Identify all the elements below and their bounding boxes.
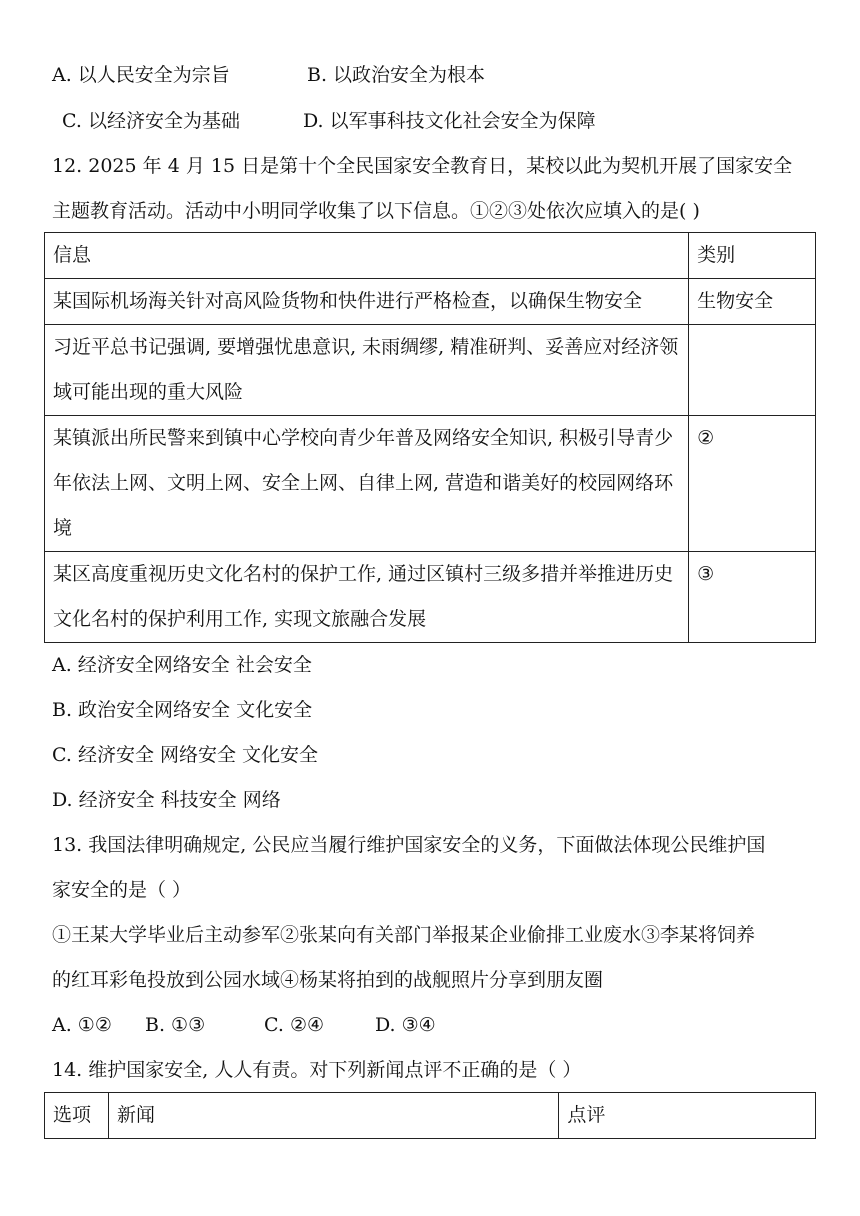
q13-option-b: B. ①③ [145,1014,206,1036]
q13-option-a: A. ①② [52,1014,112,1036]
row-3-category: ② [689,416,816,552]
q13-items-line-2: 的红耳彩龟投放到公园水域④杨某将拍到的战舰照片分享到朋友圈 [52,969,604,991]
table-row [45,279,816,325]
table-row [45,552,816,643]
row-3-info: 某镇派出所民警来到镇中心学校向青少年普及网络安全知识, 积极引导青少年依法上网、文明上网、安全上网、自律上网, 营造和谐美好的校园网络环境 [45,416,689,552]
q11-option-d: D. 以军事科技文化社会安全为保障 [303,110,596,132]
row-2-info: 习近平总书记强调, 要增强忧患意识, 未雨绸缪, 精准研判、妥善应对经济领域可能出现的重大风险 [45,325,689,416]
q12-option-b: B. 政治安全网络安全 文化安全 [52,699,313,721]
q12-option-d: D. 经济安全 科技安全 网络 [52,789,281,811]
row-1-info: 某国际机场海关针对高风险货物和快件进行严格检查，以确保生物安全 [45,279,689,325]
q12-stem-line-1: 12. 2025 年 4 月 15 日是第十个全民国家安全教育日，某校以此为契机开展了国家安全 [52,155,793,177]
row-4-category: ③ [689,552,816,643]
table-row [45,325,816,416]
q11-option-a: A. 以人民安全为宗旨 [52,64,230,86]
q12-option-a: A. 经济安全网络安全 社会安全 [52,654,312,676]
q13-option-d: D. ③④ [375,1014,436,1036]
q14-stem: 14. 维护国家安全, 人人有责。对下列新闻点评不正确的是（ ） [52,1059,582,1081]
header-comment: 点评 [559,1093,816,1139]
q12-stem-line-2: 主题教育活动。活动中小明同学收集了以下信息。①②③处依次应填入的是( ) [52,200,700,222]
table-header-row [45,233,816,279]
q14-news-table [44,1092,816,1139]
row-4-info: 某区高度重视历史文化名村的保护工作, 通过区镇村三级多措并举推进历史文化名村的保护利用工作, 实现文旅融合发展 [45,552,689,643]
table-header-row [45,1093,816,1139]
table-row [45,416,816,552]
q13-items-line-1: ①王某大学毕业后主动参军②张某向有关部门举报某企业偷排工业废水③李某将饲养 [52,924,756,946]
q12-info-table [44,232,816,643]
row-2-category [689,325,816,416]
header-category: 类别 [689,233,816,279]
q13-stem-line-2: 家安全的是（ ） [52,879,192,901]
row-1-category: 生物安全 [689,279,816,325]
header-option: 选项 [45,1093,109,1139]
header-info: 信息 [45,233,689,279]
q12-option-c: C. 经济安全 网络安全 文化安全 [52,744,319,766]
header-news: 新闻 [108,1093,558,1139]
q13-stem-line-1: 13. 我国法律明确规定, 公民应当履行维护国家安全的义务，下面做法体现公民维护国 [52,834,766,856]
q11-option-c: C. 以经济安全为基础 [62,110,240,132]
q11-option-b: B. 以政治安全为根本 [307,64,486,86]
q13-option-c: C. ②④ [264,1014,325,1036]
